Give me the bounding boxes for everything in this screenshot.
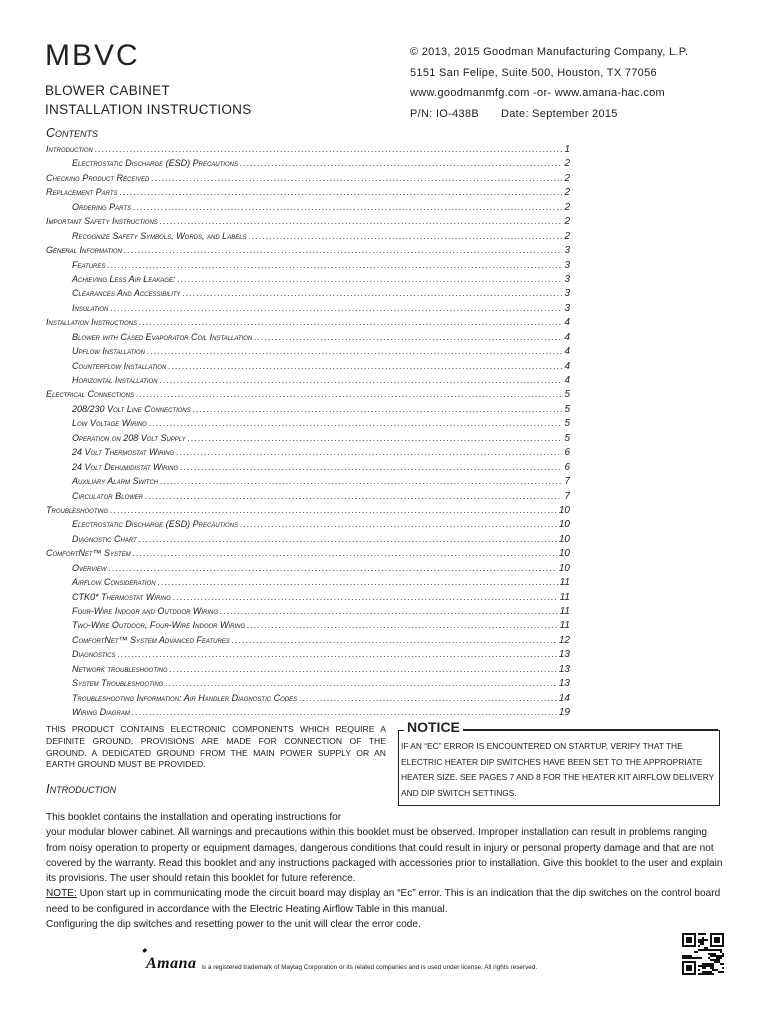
intro-paragraph-2: your modular blower cabinet. All warnings and precautions within this booklet must be observed. Improper installation can result in problems ranging from noisy operation to property or equipment damages, dangerous conditions that could result in injury or personal property damage and that are not covered by the warranty. Read this booklet and any instructions packaged with accessories prior to installation. Give this booklet to the user and explain its provisions. The user should retain this booklet for future reference. bbox=[46, 827, 723, 885]
toc-entry bbox=[46, 301, 570, 315]
toc-leader-dots bbox=[173, 590, 558, 604]
toc-entry-label: CTK0* Thermostat Wiring bbox=[72, 591, 171, 602]
toc-entry-page: 2 bbox=[564, 216, 570, 228]
toc-leader-dots bbox=[124, 243, 563, 257]
toc-entry-label: Network troubleshooting bbox=[72, 663, 168, 674]
subtitle-line-1: BLOWER CABINET bbox=[45, 83, 170, 98]
toc-entry-page: 4 bbox=[564, 346, 570, 358]
toc-entry-page: 4 bbox=[564, 317, 570, 329]
toc-leader-dots bbox=[170, 662, 557, 676]
copyright-line: © 2013, 2015 Goodman Manufacturing Company, L.P. bbox=[410, 46, 689, 58]
toc-leader-dots bbox=[139, 532, 557, 546]
toc-entry bbox=[46, 185, 570, 199]
ground-warning: THIS PRODUCT CONTAINS ELECTRONIC COMPONENTS WHICH REQUIRE A DEFINITE GROUND. PROVISIONS ARE MADE FOR CONNECTION OF THE GROUND. A DEDICATED GROUND FROM THE MAIN POWER SUPPLY OR AN EARTH GROUND MUST BE PROVIDED. bbox=[46, 724, 386, 770]
subtitle-line-2: INSTALLATION INSTRUCTIONS bbox=[45, 102, 252, 117]
part-number: P/N: IO-438B bbox=[410, 107, 480, 120]
document-subtitle bbox=[45, 81, 252, 119]
toc-entry-label: Counterflow Installation bbox=[72, 360, 167, 371]
toc-entry-page: 13 bbox=[558, 663, 570, 675]
toc-entry-label: 24 Volt Dehumidistat Wiring bbox=[72, 461, 179, 472]
toc-leader-dots bbox=[136, 387, 562, 401]
intro-note bbox=[46, 886, 726, 917]
toc-entry bbox=[46, 517, 570, 531]
toc-leader-dots bbox=[147, 344, 562, 358]
title-block bbox=[45, 40, 252, 119]
toc-leader-dots bbox=[183, 286, 563, 300]
toc-leader-dots bbox=[151, 171, 562, 185]
toc-entry bbox=[46, 431, 570, 445]
toc-entry bbox=[46, 503, 570, 517]
toc-leader-dots bbox=[180, 460, 562, 474]
toc-entry-page: 2 bbox=[564, 230, 570, 242]
toc-leader-dots bbox=[299, 691, 557, 705]
toc-entry-label: Operation on 208 Volt Supply bbox=[72, 432, 186, 443]
toc-entry bbox=[46, 200, 570, 214]
toc-leader-dots bbox=[109, 561, 557, 575]
trademark-notice: is a registered trademark of Maytag Corporation or its related companies and is used under license. All rights reserved. bbox=[201, 963, 538, 971]
amana-logo-icon bbox=[142, 948, 197, 973]
toc-entry-label: Troubleshooting Information: Air Handler Diagnostic Codes bbox=[72, 692, 298, 703]
toc-entry bbox=[46, 590, 570, 604]
toc-entry-label: Ordering Parts bbox=[72, 201, 132, 212]
toc-entry-label: Replacement Parts bbox=[46, 187, 118, 198]
toc-entry bbox=[46, 546, 570, 560]
toc-leader-dots bbox=[110, 301, 562, 315]
toc-entry-page: 6 bbox=[564, 461, 570, 473]
toc-entry-page: 7 bbox=[564, 476, 570, 488]
toc-entry-label: Achieving Less Air Leakage: bbox=[72, 273, 176, 284]
toc-entry-page: 12 bbox=[558, 634, 570, 646]
note-text: Upon start up in communicating mode the circuit board may display an “Ec” error. This is an indication that the dip switches on the control board need to be configured in accordance with the Electric Heating Airflow Table in this manual. bbox=[46, 888, 721, 915]
toc-entry-page: 11 bbox=[559, 620, 570, 632]
contents-heading: Contents bbox=[46, 126, 99, 140]
toc-entry-page: 2 bbox=[564, 158, 570, 170]
toc-entry-label: Upflow Installation bbox=[72, 346, 145, 357]
toc-leader-dots bbox=[193, 402, 563, 416]
toc-entry-page: 10 bbox=[558, 533, 570, 545]
toc-leader-dots bbox=[145, 489, 562, 503]
toc-entry bbox=[46, 604, 570, 618]
toc-entry-page: 2 bbox=[564, 172, 570, 184]
toc-entry-label: Electrostatic Discharge (ESD) Precautions bbox=[72, 158, 238, 169]
toc-entry-page: 13 bbox=[558, 649, 570, 661]
toc-entry bbox=[46, 402, 570, 416]
toc-leader-dots bbox=[107, 258, 562, 272]
toc-entry-label: Blower with Cased Evaporator Coil Installation bbox=[72, 331, 253, 342]
toc-entry-page: 11 bbox=[559, 577, 570, 589]
toc-leader-dots bbox=[132, 705, 557, 719]
toc-entry-label: Airflow Consideration bbox=[72, 577, 156, 588]
toc-leader-dots bbox=[160, 474, 562, 488]
toc-entry bbox=[46, 286, 570, 300]
toc-entry-label: Introduction bbox=[46, 144, 93, 154]
toc-entry-label: Electrical Connections bbox=[46, 389, 135, 400]
toc-entry-page: 3 bbox=[564, 288, 570, 300]
toc-entry bbox=[46, 691, 570, 705]
toc-entry bbox=[46, 489, 570, 503]
toc-entry-label: Diagnostics bbox=[72, 649, 116, 660]
toc-leader-dots bbox=[168, 359, 562, 373]
logo-text: Amana bbox=[146, 955, 197, 972]
toc-entry-page: 3 bbox=[564, 273, 570, 285]
toc-leader-dots bbox=[133, 546, 557, 560]
toc-entry-label: Auxiliary Alarm Switch bbox=[72, 476, 159, 487]
footer bbox=[142, 948, 538, 973]
toc-entry-label: Wiring Diagram bbox=[72, 707, 130, 718]
toc-entry bbox=[46, 344, 570, 358]
toc-entry-label: System Troubleshooting bbox=[72, 678, 164, 689]
toc-leader-dots bbox=[160, 214, 563, 228]
toc-entry bbox=[46, 705, 570, 719]
toc-entry-label: Horizontal Installation bbox=[72, 375, 158, 385]
toc-entry-page: 5 bbox=[564, 418, 570, 430]
toc-entry-label: Installation Instructions bbox=[46, 317, 137, 328]
toc-entry bbox=[46, 575, 570, 589]
website-line: www.goodmanmfg.com -or- www.amana-hac.com bbox=[410, 87, 665, 99]
toc-entry bbox=[46, 272, 570, 286]
notice-text: IF AN “EC” ERROR IS ENCOUNTERED ON STARTUP, VERIFY THAT THE ELECTRIC HEATER DIP SWITCHES HAVE BEEN SET TO THE APPROPRIATE HEATER SIZE. SEE PAGES 7 AND 8 FOR THE HEATER KIT AIRFLOW DELIVERY AND DIP SWITCH SETTINGS. bbox=[401, 741, 715, 798]
toc-leader-dots bbox=[254, 330, 562, 344]
toc-leader-dots bbox=[120, 185, 563, 199]
toc-entry bbox=[46, 373, 570, 387]
toc-entry-page: 4 bbox=[564, 375, 570, 386]
toc-entry bbox=[46, 445, 570, 459]
publisher-info bbox=[410, 42, 688, 124]
introduction-body bbox=[46, 810, 726, 932]
toc-entry-page: 10 bbox=[558, 548, 570, 560]
toc-entry bbox=[46, 387, 570, 401]
toc-entry bbox=[46, 416, 570, 430]
toc-entry-page: 19 bbox=[558, 707, 570, 719]
intro-paragraph-3: Configuring the dip switches and resetting power to the unit will clear the error code. bbox=[46, 919, 421, 931]
toc-entry-page: 5 bbox=[564, 389, 570, 401]
toc-entry-label: Circulator Blower bbox=[72, 490, 144, 501]
toc-leader-dots bbox=[160, 373, 563, 387]
toc-entry bbox=[46, 156, 570, 170]
toc-entry-page: 3 bbox=[564, 245, 570, 257]
toc-entry bbox=[46, 460, 570, 474]
toc-entry-page: 1 bbox=[564, 144, 570, 155]
toc-entry-page: 3 bbox=[564, 259, 570, 271]
toc-leader-dots bbox=[240, 517, 557, 531]
toc-entry bbox=[46, 214, 570, 228]
toc-leader-dots bbox=[220, 604, 558, 618]
toc-entry bbox=[46, 330, 570, 344]
toc-entry bbox=[46, 315, 570, 329]
toc-entry bbox=[46, 633, 570, 647]
toc-entry-label: Checking Product Received bbox=[46, 172, 150, 183]
toc-leader-dots bbox=[149, 416, 562, 430]
toc-entry-label: Insulation bbox=[72, 302, 109, 313]
toc-leader-dots bbox=[240, 156, 562, 170]
toc-entry-page: 11 bbox=[559, 606, 570, 617]
toc-entry-page: 3 bbox=[564, 302, 570, 314]
toc-entry bbox=[46, 171, 570, 185]
toc-entry bbox=[46, 359, 570, 373]
toc-entry-page: 13 bbox=[558, 678, 570, 690]
toc-entry-label: Troubleshooting bbox=[46, 504, 109, 515]
toc-entry-page: 11 bbox=[559, 591, 570, 603]
toc-entry bbox=[46, 561, 570, 575]
toc-entry bbox=[46, 258, 570, 272]
toc-entry-label: 208/230 Volt Line Connections bbox=[72, 403, 191, 414]
table-of-contents bbox=[46, 142, 570, 720]
toc-entry-page: 10 bbox=[558, 504, 570, 516]
toc-entry-label: Four-Wire Indoor and Outdoor Wiring bbox=[72, 606, 218, 616]
toc-entry bbox=[46, 243, 570, 257]
toc-entry-label: Low Voltage Wiring bbox=[72, 418, 147, 429]
toc-entry-label: Features bbox=[72, 259, 106, 270]
toc-entry bbox=[46, 662, 570, 676]
toc-leader-dots bbox=[158, 575, 558, 589]
toc-entry-page: 2 bbox=[564, 187, 570, 199]
part-number-row bbox=[410, 104, 688, 125]
model-name: MBVC bbox=[45, 39, 140, 72]
toc-leader-dots bbox=[118, 647, 557, 661]
toc-entry bbox=[46, 532, 570, 546]
toc-entry-label: 24 Volt Thermostat Wiring bbox=[72, 447, 175, 458]
toc-entry bbox=[46, 142, 570, 156]
toc-entry bbox=[46, 229, 570, 243]
publication-date: Date: September 2015 bbox=[501, 107, 618, 120]
toc-leader-dots bbox=[176, 445, 562, 459]
toc-entry-page: 10 bbox=[558, 519, 570, 531]
toc-entry-page: 7 bbox=[564, 490, 570, 502]
toc-leader-dots bbox=[110, 503, 557, 517]
toc-leader-dots bbox=[95, 142, 563, 156]
qr-code-icon bbox=[682, 933, 724, 975]
toc-leader-dots bbox=[249, 229, 563, 243]
toc-entry-label: Recognize Safety Symbols, Words, and Labels bbox=[72, 230, 247, 241]
toc-entry-page: 5 bbox=[564, 403, 570, 415]
toc-entry bbox=[46, 647, 570, 661]
toc-leader-dots bbox=[177, 272, 562, 286]
toc-entry bbox=[46, 618, 570, 632]
toc-leader-dots bbox=[232, 633, 557, 647]
toc-entry-page: 5 bbox=[564, 432, 570, 444]
note-label: NOTE: bbox=[46, 888, 77, 900]
toc-entry-page: 2 bbox=[564, 201, 570, 213]
toc-leader-dots bbox=[139, 315, 562, 329]
toc-entry-label: ComfortNet™ System Advanced Features bbox=[72, 634, 230, 645]
toc-entry-page: 4 bbox=[564, 331, 570, 343]
notice-label: NOTICE bbox=[404, 719, 463, 735]
notice-rule bbox=[460, 729, 718, 730]
toc-leader-dots bbox=[247, 618, 557, 632]
toc-entry-page: 10 bbox=[558, 562, 570, 574]
toc-entry bbox=[46, 676, 570, 690]
toc-entry-label: General Information bbox=[46, 245, 122, 256]
toc-entry-label: Two-Wire Outdoor, Four-Wire Indoor Wiring bbox=[72, 620, 246, 631]
intro-paragraph-1: This booklet contains the installation and operating instructions for bbox=[46, 812, 342, 823]
toc-entry-page: 4 bbox=[564, 360, 570, 372]
toc-entry-label: ComfortNet™ System bbox=[46, 548, 131, 559]
logo-reg-mark: ◆ bbox=[142, 948, 148, 954]
toc-entry bbox=[46, 474, 570, 488]
address-line: 5151 San Felipe, Suite 500, Houston, TX 77056 bbox=[410, 66, 657, 79]
toc-entry-page: 14 bbox=[558, 692, 570, 704]
toc-entry-label: Clearances And Accessibility bbox=[72, 288, 181, 299]
toc-leader-dots bbox=[133, 200, 562, 214]
toc-entry-label: Important Safety Instructions bbox=[46, 216, 158, 227]
toc-entry-label: Diagnostic Chart bbox=[72, 533, 137, 544]
toc-leader-dots bbox=[165, 676, 557, 690]
toc-entry-page: 6 bbox=[564, 447, 570, 459]
toc-entry-label: Electrostatic Discharge (ESD) Precautions bbox=[72, 519, 238, 530]
introduction-heading: Introduction bbox=[46, 781, 117, 796]
toc-entry-label: Overview bbox=[72, 562, 107, 573]
toc-leader-dots bbox=[188, 431, 563, 445]
